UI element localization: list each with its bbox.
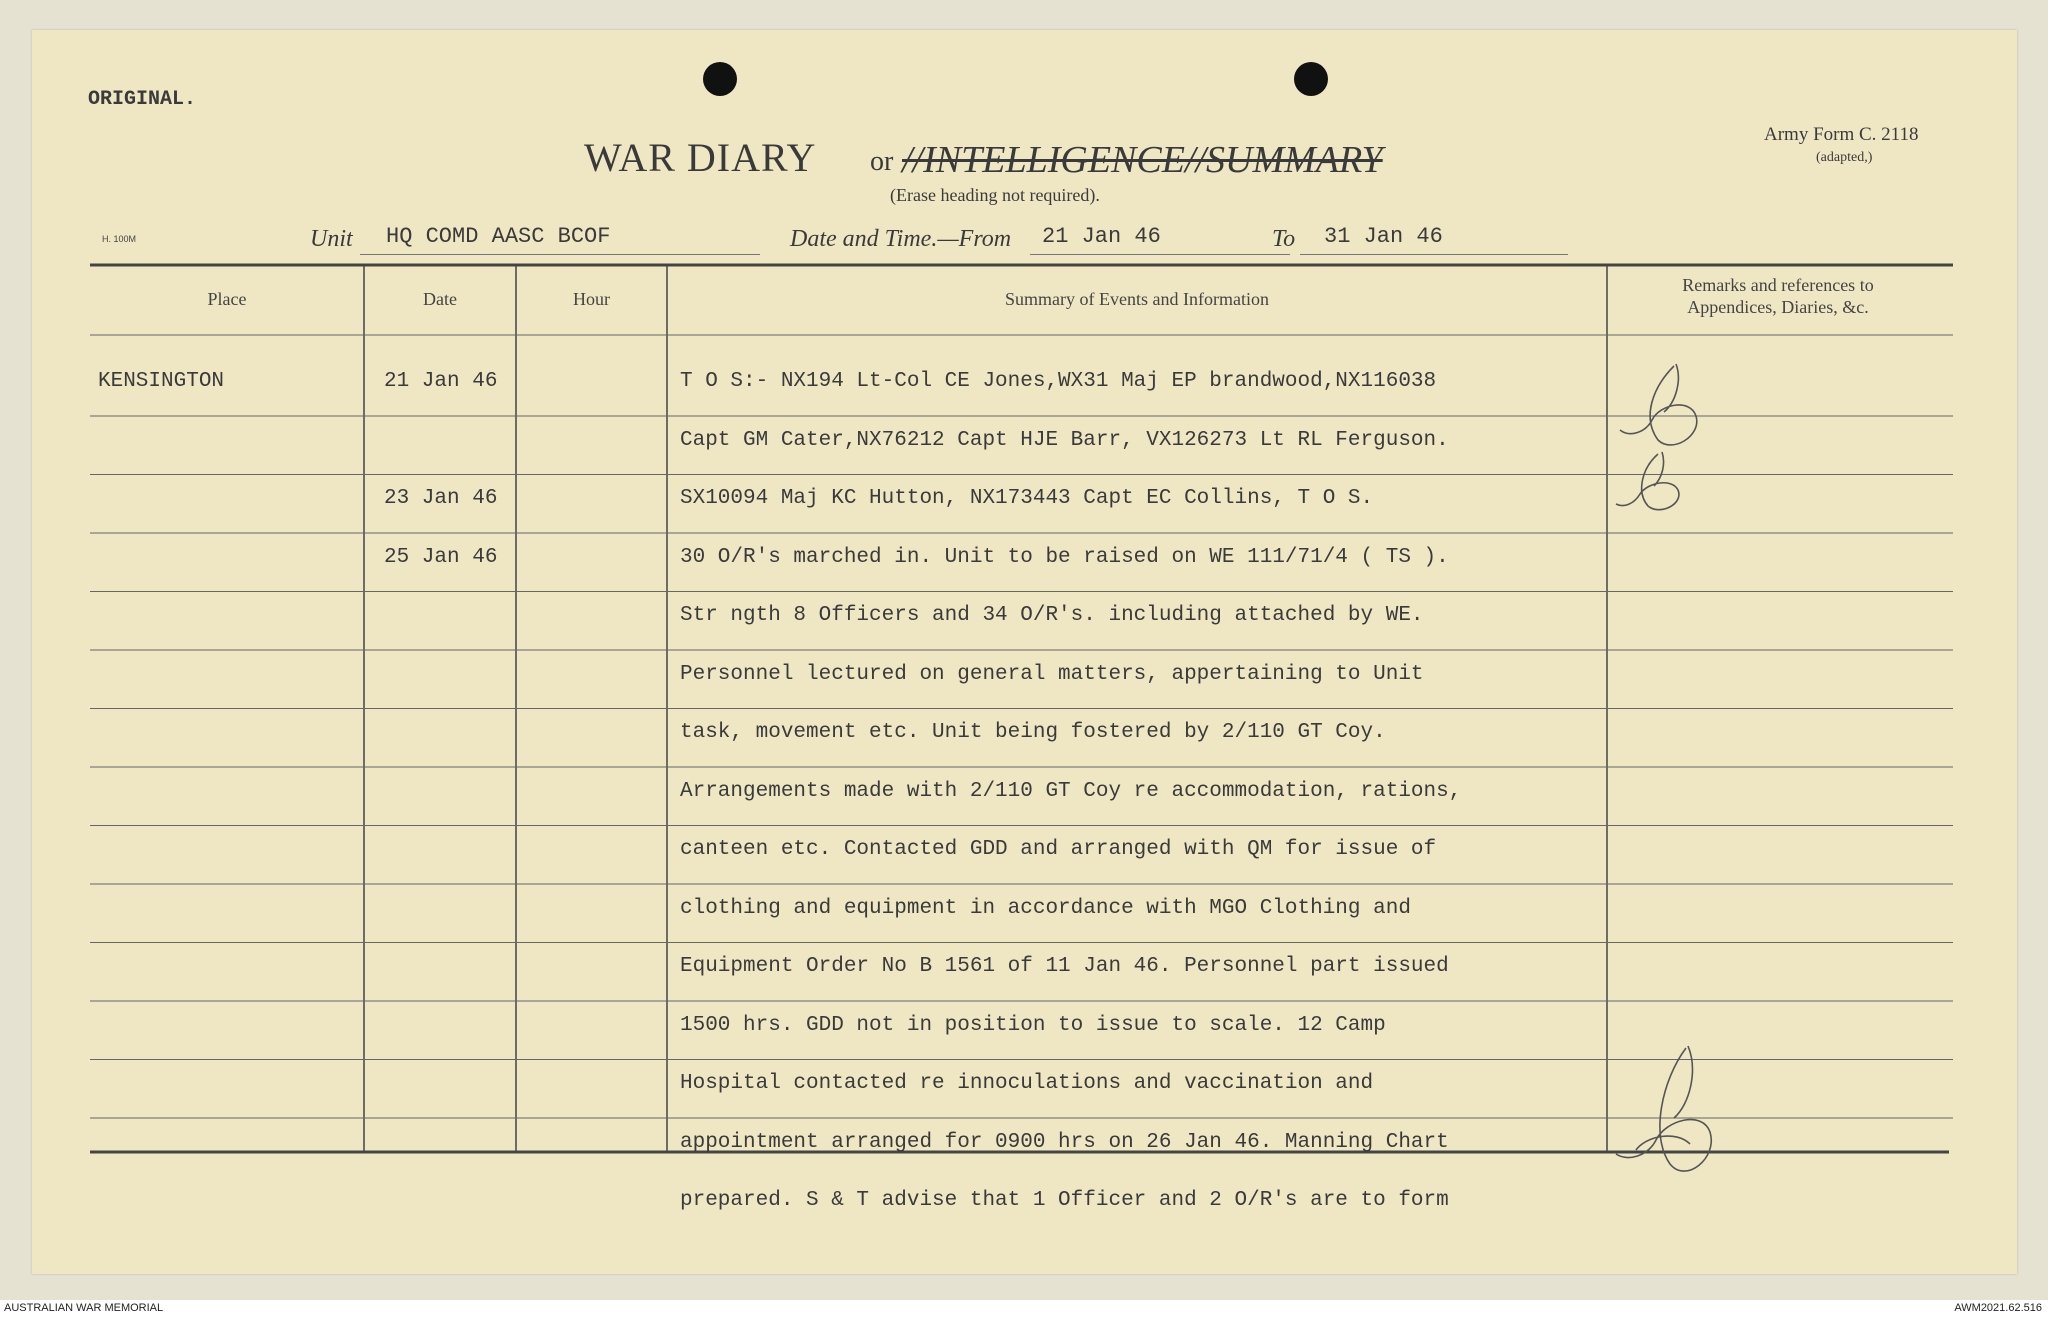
col-header-remarks: Remarks and references to Appendices, Diaries, &c. xyxy=(1682,275,1874,317)
row-summary: prepared. S & T advise that 1 Officer and 2 O/R's are to form xyxy=(680,1189,1449,1212)
stock-code: H. 100M xyxy=(102,234,137,244)
row-summary: Equipment Order No B 1561 of 11 Jan 46. Personnel part issued xyxy=(680,955,1449,978)
row-summary: SX10094 Maj KC Hutton, NX173443 Capt EC Collins, T O S. xyxy=(680,487,1374,510)
initials-mark xyxy=(1606,1040,1726,1190)
to-value: 31 Jan 46 xyxy=(1324,224,1443,249)
row-summary: Personnel lectured on general matters, appertaining to Unit xyxy=(680,662,1424,686)
row-summary: canteen etc. Contacted GDD and arranged with QM for issue of xyxy=(680,838,1437,861)
row-summary: Capt GM Cater,NX76212 Capt HJE Barr, VX126273 Lt RL Ferguson. xyxy=(680,428,1449,452)
row-summary: appointment arranged for 0900 hrs on 26 Jan 46. Manning Chart xyxy=(680,1130,1449,1154)
unit-label: Unit xyxy=(310,226,353,252)
date-label: Date and Time.—From xyxy=(790,226,1012,252)
form-number: Army Form C. 2118 xyxy=(1764,124,1919,145)
col-header-summary: Summary of Events and Information xyxy=(1005,289,1269,309)
row-summary: Hospital contacted re innoculations and vaccination and xyxy=(680,1072,1374,1095)
initials-mark xyxy=(1612,448,1712,516)
col-header-place: Place xyxy=(207,289,247,309)
row-date: 21 Jan 46 xyxy=(384,370,498,393)
to-label: To xyxy=(1272,226,1296,252)
struck-heading: //INTELLIGENCE//SUMMARY xyxy=(902,139,1383,181)
footer-right: AWM2021.62.516 xyxy=(1954,1302,2042,1314)
row-summary: 1500 hrs. GDD not in position to issue to scale. 12 Camp xyxy=(680,1013,1386,1037)
diary-page xyxy=(32,30,2017,1274)
row-summary: Str ngth 8 Officers and 34 O/R's. including attached by WE. xyxy=(680,604,1424,627)
form-adapted: (adapted,) xyxy=(1816,150,1873,165)
row-summary: clothing and equipment in accordance with MGO Clothing and xyxy=(680,896,1411,920)
row-summary: 30 O/R's marched in. Unit to be raised on WE 111/71/4 ( TS ). xyxy=(680,545,1449,569)
row-date: 25 Jan 46 xyxy=(384,545,498,569)
original-mark: ORIGINAL. xyxy=(88,88,197,111)
row-summary: T O S:- NX194 Lt-Col CE Jones,WX31 Maj EP brandwood,NX116038 xyxy=(680,370,1437,393)
form-title-or: or xyxy=(870,146,894,177)
erase-note: (Erase heading not required). xyxy=(890,185,1100,205)
footer-left: AUSTRALIAN WAR MEMORIAL xyxy=(4,1302,164,1314)
form-title: WAR DIARY xyxy=(584,135,817,180)
col-header-hour: Hour xyxy=(573,289,610,309)
row-place: KENSINGTON xyxy=(98,370,225,393)
row-date: 23 Jan 46 xyxy=(384,487,498,510)
row-summary: Arrangements made with 2/110 GT Coy re accommodation, rations, xyxy=(680,779,1462,803)
row-summary: task, movement etc. Unit being fostered by 2/110 GT Coy. xyxy=(680,721,1386,744)
col-header-date: Date xyxy=(423,289,457,309)
archive-footer xyxy=(0,1300,2048,1317)
initials-mark xyxy=(1612,358,1722,454)
from-value: 21 Jan 46 xyxy=(1042,224,1161,249)
unit-value: HQ COMD AASC BCOF xyxy=(386,224,611,249)
